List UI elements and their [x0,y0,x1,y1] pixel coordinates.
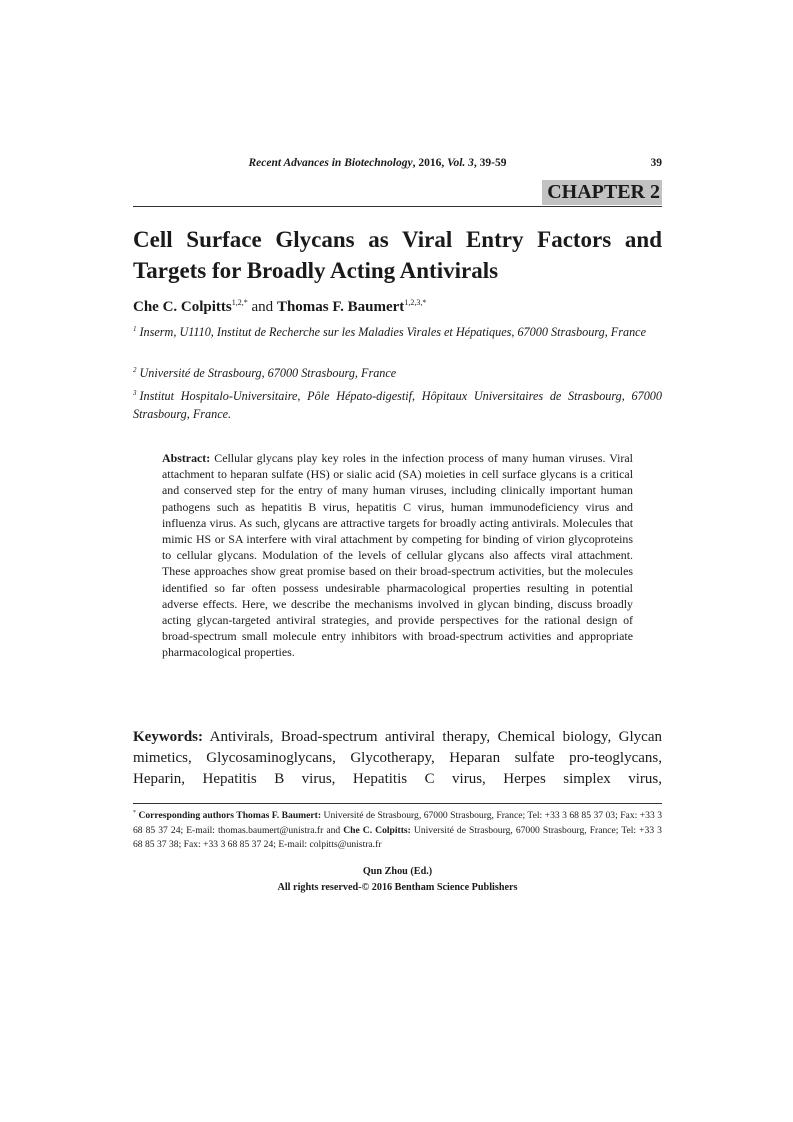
keywords-text: Antivirals, Broad-spectrum antiviral therapy, Chemical biology, Glycan mimetics, Glycosaminoglycans, Glycotherapy, Heparan sulfate pro-teoglycans, Heparin, Hepatitis B virus, Hepatitis C virus, Herpes simplex virus, [133,729,662,787]
author-conjunction: and [251,299,274,315]
keywords-label: Keywords: [133,729,203,745]
journal-volume: Vol. 3 [447,157,474,169]
page-number: 39 [650,157,662,169]
journal-title: Recent Advances in Biotechnology [248,157,413,169]
affiliation [133,364,662,382]
article-title: Cell Surface Glycans as Viral Entry Factors and Targets for Broadly Acting Antivirals [133,227,662,283]
corresponding-author-footnote [133,809,662,853]
affiliation [133,387,662,423]
author-marks: 1,2,3,* [404,298,427,307]
abstract [162,450,633,661]
affiliation-text: Inserm, U1110, Institut de Recherche sur les Maladies Virales et Hépatiques, 67000 Strasbourg, France [139,325,646,339]
running-head [133,157,662,173]
keywords [133,727,662,790]
running-head-citation: Recent Advances in Biotechnology, 2016, Vol. 3, 39-59 [248,157,507,169]
affiliation-number: 2 [133,366,137,374]
journal-pages: 39-59 [479,157,507,169]
rights-line: All rights reserved-© 2016 Bentham Science Publishers [277,882,518,893]
footnote-label: Che C. Colpitts: [343,824,411,836]
author-marks: 1,2,* [231,298,248,307]
affiliation [133,323,662,341]
affiliation-text: Université de Strasbourg, 67000 Strasbourg, France [139,366,397,380]
abstract-label: Abstract: [162,451,211,465]
footnote-mark: * [133,810,136,816]
footnote-text: Université de Strasbourg, 67000 Strasbourg, France; Tel: +33 3 68 85 37 03; Fax: +33 3 68 85 37 24; E-mail: thomas.baumert@unistra.fr and [133,810,662,836]
affiliation-number: 3 [133,389,137,397]
footnote-rule [133,803,662,804]
affiliation-text: Institut Hospitalo-Universitaire, Pôle Hépato-digestif, Hôpitaux Universitaires de Strasbourg, 67000 Strasbourg, France. [133,389,662,421]
author-name: Thomas F. Baumert [276,299,405,315]
page [133,0,662,1122]
chapter-header [133,180,662,207]
abstract-text: Cellular glycans play key roles in the infection process of many human viruses. Viral attachment to heparan sulfate (HS) or sialic acid (SA) moieties in cell surface glycans is a critical and conserved step for the entry of many human viruses, including clinically important human pathogens such as hepatitis B virus, hepatitis C virus, human immunodeficiency virus and influenza virus. As such, glycans are attractive targets for broadly acting antivirals. Molecules that mimic HS or SA interfere with viral attachment by competing for binding of virion glycoproteins to cellular glycans. Modulation of the levels of cellular glycans also affects viral attachment. These approaches show great promise based on their broad-spectrum activities, but the molecules identified so far often possess undesirable pharmacological properties resulting in potential adverse effects. Here, we describe the mechanisms involved in glycan binding, discuss broadly acting glycan-targeted antiviral strategies, and provide perspectives for the rational design of broad-spectrum small molecule entry inhibitors with broad-spectrum activities and appropriate pharmacological properties. [162,451,633,660]
footnote-label: Corresponding authors Thomas F. Baumert: [138,810,322,821]
author-list [133,297,662,317]
journal-year: 2016 [418,157,442,169]
affiliation-number: 1 [133,325,137,333]
chapter-label: CHAPTER 2 [542,180,662,205]
footnote-text: Université de Strasbourg, 67000 Strasbourg, France; Tel: +33 3 68 85 37 38; Fax: +33 3 68 85 37 24; E-mail: colpitts@unistra.fr [133,824,662,850]
editor-line: Qun Zhou (Ed.) [362,866,433,877]
author-name: Che C. Colpitts [133,299,232,315]
